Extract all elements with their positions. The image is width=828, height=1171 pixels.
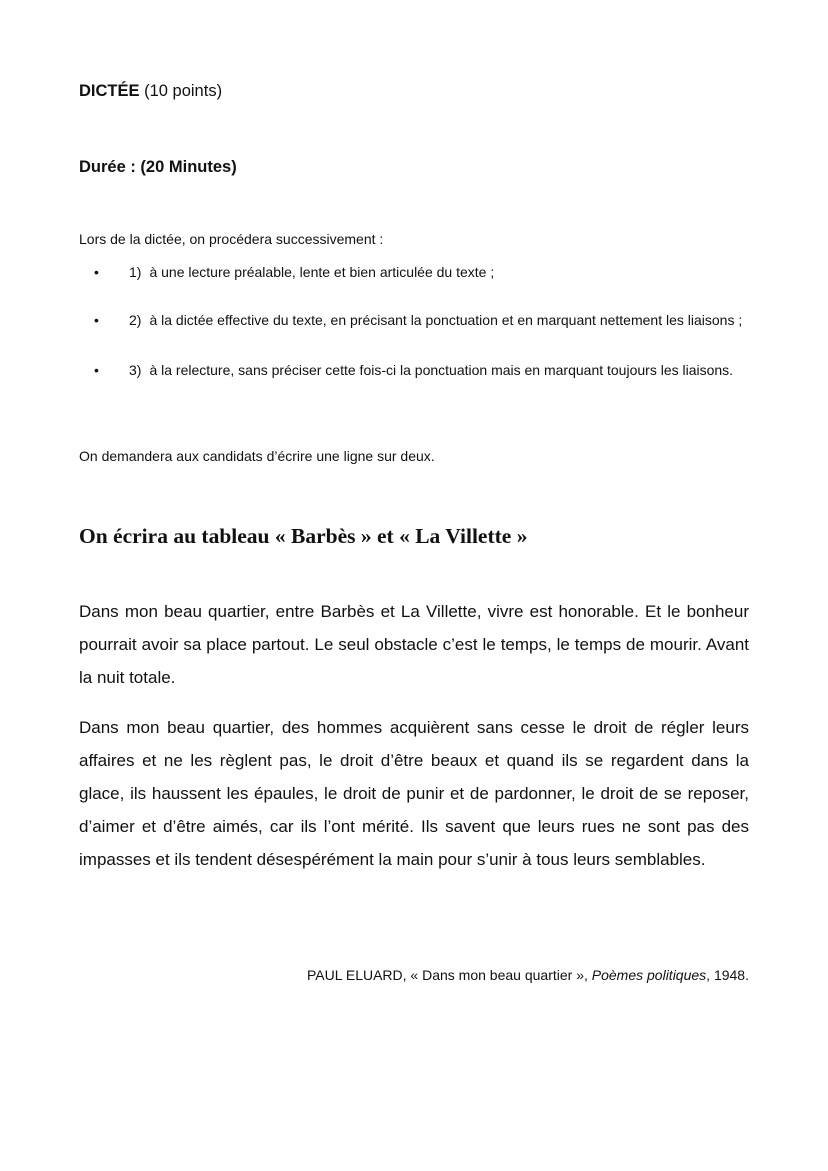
step-item xyxy=(92,362,752,379)
instruction-steps xyxy=(92,264,752,379)
dictation-passage xyxy=(79,595,749,876)
step-number: 3) xyxy=(129,362,142,378)
dictation-heading: DICTÉE xyxy=(79,82,140,100)
source-author: PAUL ELUARD, « Dans mon beau quartier », xyxy=(306,967,592,983)
step-text: à une lecture préalable, lente et bien articulée du texte ; xyxy=(149,264,495,280)
source-work: Poèmes politiques xyxy=(591,967,707,983)
step-text: à la relecture, sans préciser cette fois-ci la ponctuation mais en marquant toujours les liaisons. xyxy=(149,362,734,378)
step-item xyxy=(92,312,752,329)
instructions-closing: On demandera aux candidats d’écrire une ligne sur deux. xyxy=(79,448,435,464)
bullet-icon: • xyxy=(94,312,99,328)
board-note-heading: On écrira au tableau « Barbès » et « La Villette » xyxy=(79,524,528,548)
bullet-icon: • xyxy=(94,362,99,378)
source-citation xyxy=(307,966,749,984)
exam-title xyxy=(79,80,222,102)
instructions-intro: Lors de la dictée, on procédera successivement : xyxy=(79,231,384,247)
step-text: à la dictée effective du texte, en précisant la ponctuation et en marquant nettement les liaisons ; xyxy=(149,312,743,328)
step-number: 2) xyxy=(129,312,142,328)
points-label: (10 points) xyxy=(144,82,223,100)
step-number: 1) xyxy=(129,264,142,280)
source-year: , 1948. xyxy=(706,967,749,983)
step-item xyxy=(92,264,752,281)
passage-paragraph: Dans mon beau quartier, des hommes acquièrent sans cesse le droit de régler leurs affaires et ne les règlent pas, le droit d’être beaux et quand ils se regardent dans la glace, ils haussent les épaules, le droit de punir et de pardonner, le droit de se reposer, d’aimer et d’être aimés, car ils l’ont mérité. Ils savent que leurs rues ne sont pas des impasses et ils tendent désespérément la main pour s’unir à tous leurs semblables. xyxy=(79,718,749,869)
passage-paragraph: Dans mon beau quartier, entre Barbès et La Villette, vivre est honorable. Et le bonheur pourrait avoir sa place partout. Le seul obstacle c’est le temps, le temps de mourir. Avant la nuit totale. xyxy=(79,602,749,687)
bullet-icon: • xyxy=(94,264,99,280)
duration-label: Durée : (20 Minutes) xyxy=(79,158,237,176)
